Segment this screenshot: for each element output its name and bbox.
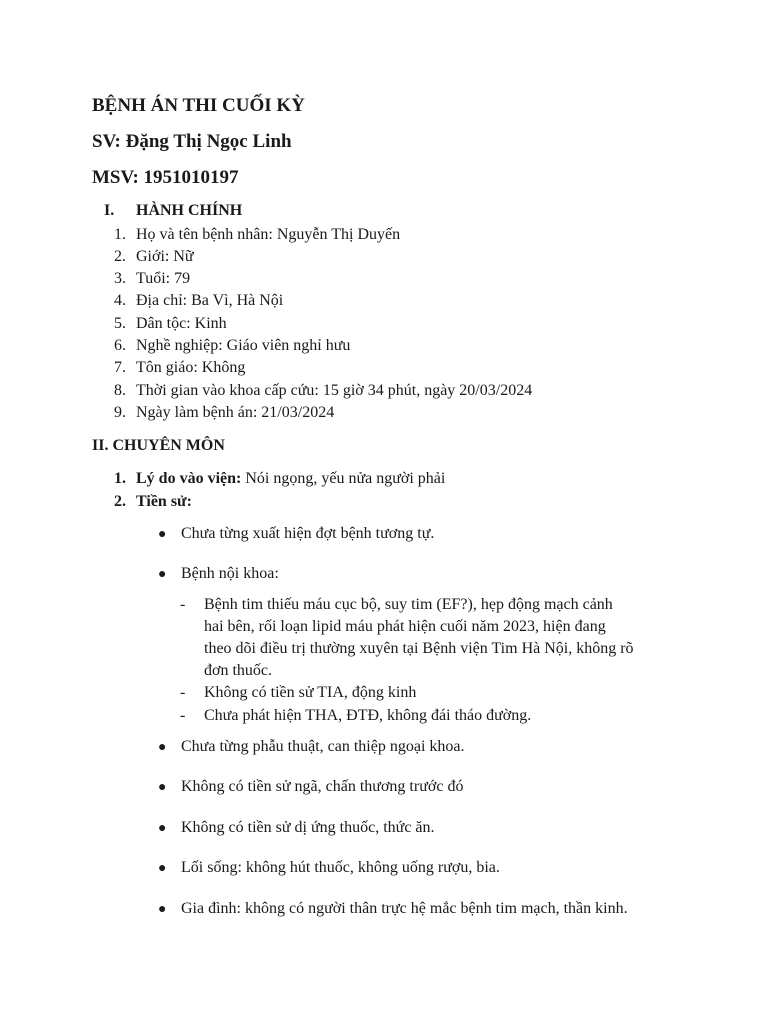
list-number: 3. xyxy=(114,270,126,287)
list-number: 7. xyxy=(114,359,126,376)
list-number: 8. xyxy=(114,382,126,399)
bullet-icon: ● xyxy=(158,861,167,876)
list-number: 5. xyxy=(114,315,126,332)
list-item-text: Ngày làm bệnh án: 21/03/2024 xyxy=(136,404,335,421)
bullet-icon: ● xyxy=(158,821,167,836)
sublist-text: Chưa phát hiện THA, ĐTĐ, không đái tháo đường. xyxy=(204,707,532,724)
list-number: 9. xyxy=(114,404,126,421)
section-2-title: II. CHUYÊN MÔN xyxy=(92,437,225,454)
section-1-numeral: I. xyxy=(104,202,115,219)
sublist-text: Không có tiền sử TIA, động kinh xyxy=(204,684,417,701)
list-item-text: Thời gian vào khoa cấp cứu: 15 giờ 34 phút, ngày 20/03/2024 xyxy=(136,382,533,399)
list-number: 1. xyxy=(114,226,126,243)
document-title: BỆNH ÁN THI CUỐI KỲ xyxy=(92,95,305,116)
list-number: 2. xyxy=(114,493,126,510)
bullet-text: Chưa từng xuất hiện đợt bệnh tương tự. xyxy=(181,525,435,542)
list-item-text: Nghề nghiệp: Giáo viên nghỉ hưu xyxy=(136,337,351,354)
list-number: 4. xyxy=(114,292,126,309)
bullet-text: Chưa từng phẫu thuật, can thiệp ngoại khoa. xyxy=(181,738,465,755)
bullet-text: Lối sống: không hút thuốc, không uống rượu, bia. xyxy=(181,859,500,876)
sublist-text: theo dõi điều trị thường xuyên tại Bệnh viện Tim Hà Nội, không rõ xyxy=(204,640,634,657)
bullet-text: Bệnh nội khoa: xyxy=(181,565,279,582)
list-item-text: Giới: Nữ xyxy=(136,248,194,265)
admission-reason xyxy=(136,470,445,488)
section-1-title: HÀNH CHÍNH xyxy=(136,202,243,219)
list-number: 2. xyxy=(114,248,126,265)
sublist-text: Bệnh tim thiếu máu cục bộ, suy tim (EF?), hẹp động mạch cảnh xyxy=(204,596,613,613)
list-item-text: Dân tộc: Kinh xyxy=(136,315,227,332)
list-item-text: Địa chỉ: Ba Vì, Hà Nội xyxy=(136,292,284,309)
bullet-icon: ● xyxy=(158,780,167,795)
student-name: SV: Đặng Thị Ngọc Linh xyxy=(92,131,292,152)
history-label: Tiền sử: xyxy=(136,493,192,510)
student-id: MSV: 1951010197 xyxy=(92,167,239,188)
dash-icon: - xyxy=(180,707,186,724)
list-item-text: Tôn giáo: Không xyxy=(136,359,246,376)
bullet-icon: ● xyxy=(158,740,167,755)
bullet-text: Không có tiền sử ngã, chấn thương trước đó xyxy=(181,778,464,795)
bullet-text: Không có tiền sử dị ứng thuốc, thức ăn. xyxy=(181,819,435,836)
admission-reason-text: Nói ngọng, yếu nửa người phải xyxy=(241,470,446,487)
sublist-text: hai bên, rối loạn lipid máu phát hiện cuối năm 2023, hiện đang xyxy=(204,618,606,635)
list-item-text: Tuổi: 79 xyxy=(136,270,191,287)
list-item-text: Họ và tên bệnh nhân: Nguyễn Thị Duyến xyxy=(136,226,401,243)
bullet-icon: ● xyxy=(158,567,167,582)
list-number: 1. xyxy=(114,470,126,487)
list-number: 6. xyxy=(114,337,126,354)
bullet-text: Gia đình: không có người thân trực hệ mắc bệnh tim mạch, thần kinh. xyxy=(181,900,628,917)
dash-icon: - xyxy=(180,684,186,701)
bullet-icon: ● xyxy=(158,527,167,542)
sublist-text: đơn thuốc. xyxy=(204,662,273,679)
admission-reason-label: Lý do vào viện: xyxy=(136,470,242,487)
bullet-icon: ● xyxy=(158,902,167,917)
dash-icon: - xyxy=(180,596,186,613)
